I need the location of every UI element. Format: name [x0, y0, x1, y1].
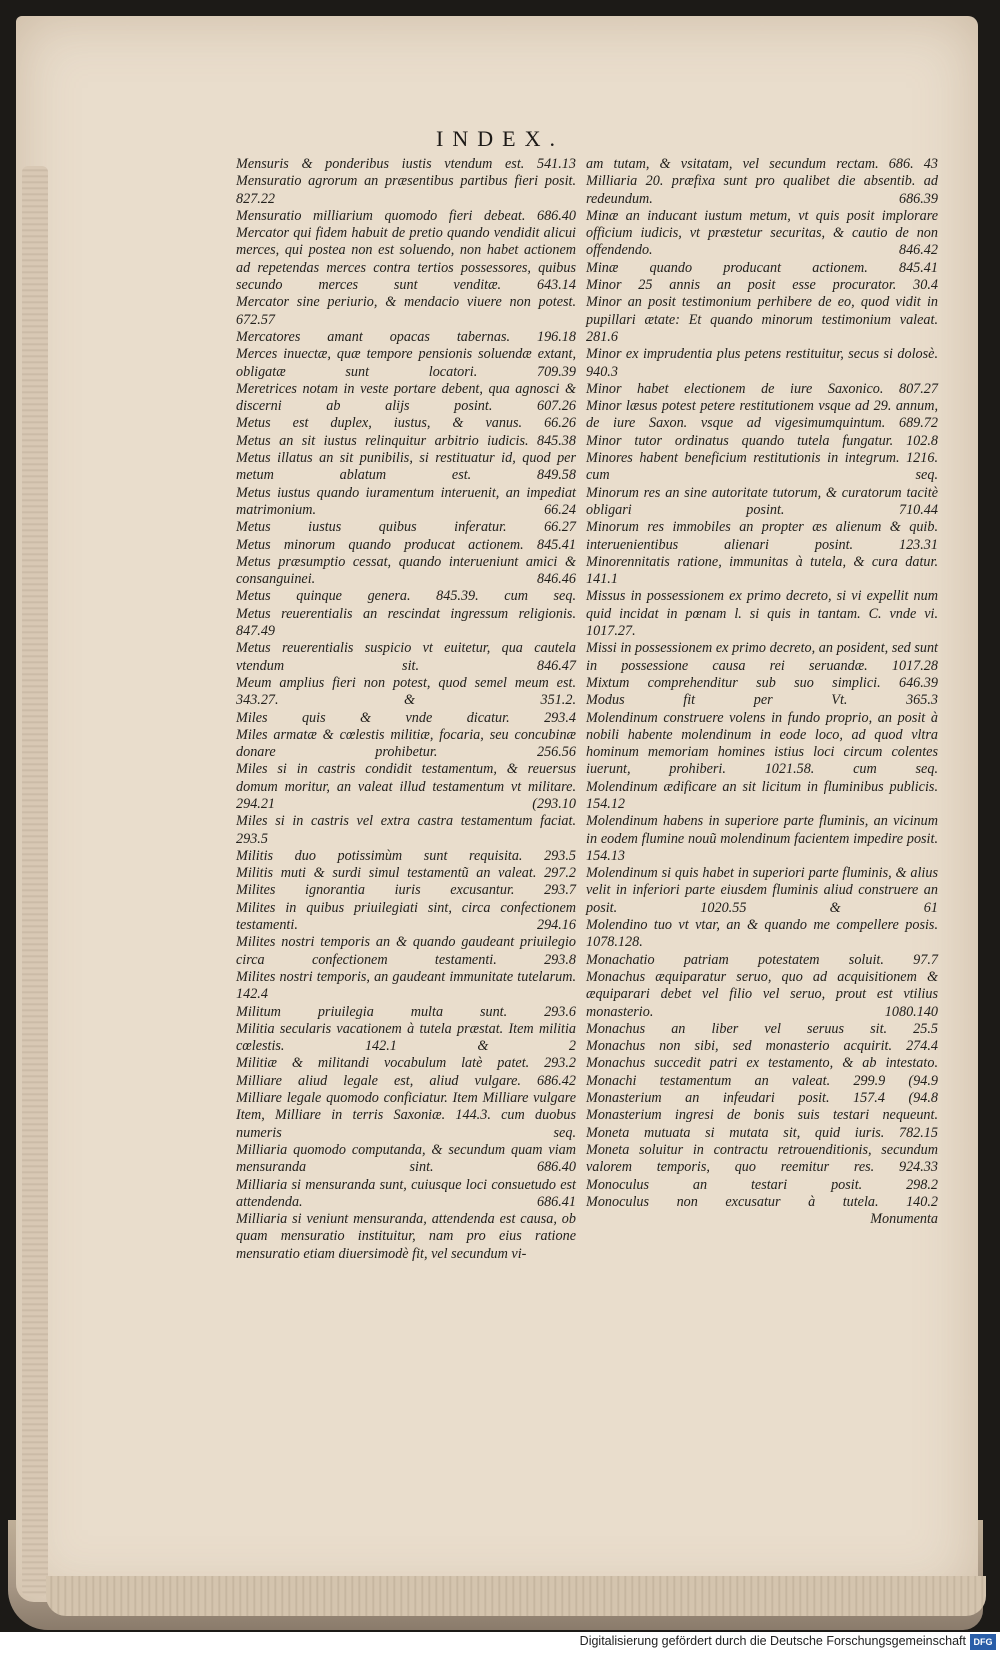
index-entry: Minores habent beneficium restitutionis in integrum. 1216. cum seq.: [586, 450, 938, 484]
index-entry: Molendinum si quis habet in superiori parte fluminis, & alius velit in inferiori parte eiusdem fluminis aliud construere an posit. 1020.55 & 61: [586, 865, 938, 916]
index-entry: Mensuris & ponderibus iustis vtendum est. 541.13: [236, 156, 576, 172]
index-entry: Meretrices notam in veste portare debent, qua agnosci & discerni ab alijs posint. 607.26: [236, 380, 576, 415]
index-entry: Metus iustus quando iuramentum interuenit, an impediat matrimonium. 66.24: [236, 484, 576, 518]
index-entry: Militiæ & militandi vocabulum latè patet. 293.2: [236, 1055, 576, 1072]
index-entry: Monachus an liber vel seruus sit. 25.5: [586, 1020, 938, 1037]
funding-notice: Digitalisierung gefördert durch die Deutsche Forschungsgemeinschaft: [579, 1634, 966, 1648]
catchword: Monumenta: [870, 1211, 938, 1228]
index-entry: am tutam, & vsitatam, vel secundum rectam. 686. 43: [586, 156, 938, 172]
index-entry: Monachus non sibi, sed monasterio acquirit. 274.4: [586, 1038, 938, 1055]
index-entry: Mercatores amant opacas tabernas. 196.18: [236, 328, 576, 345]
index-entry: Milliaria quomodo computanda, & secundum quam viam mensuranda sint. 686.40: [236, 1141, 576, 1176]
index-entry: Missus in possessionem ex primo decreto, si vi expellit num quid incidat in pœnam l. si quis in tantam. C. vnde vi. 1017.27.: [586, 588, 938, 640]
index-entry: Monachi testamentum an valeat. 299.9 (94.9: [586, 1072, 938, 1089]
index-entry: Monachus succedit patri ex testamento, & ab intestato.: [586, 1055, 938, 1072]
index-entry: Monasterium ingresi de bonis suis testari nequeunt.: [586, 1107, 938, 1124]
index-entry: Milliare legale quomodo conficiatur. Item Milliare vulgare Item, Milliare in terris Saxoniæ. 144.3. cum duobus numeris seq.: [236, 1090, 576, 1141]
index-entry: Monoculus an testari posit. 298.2: [586, 1176, 938, 1193]
index-entry: Miles si in castris condidit testamentum, & reuersus domum moritur, an valeat illud testamentum vt militare. 294.21 (293.10: [236, 761, 576, 812]
footer-bar: [0, 1632, 1000, 1654]
index-entry: Minor læsus potest petere restitutionem vsque ad 29. annum, de iure Saxon. vsque ad vigesimumquintum. 689.72: [586, 398, 938, 432]
index-entry: Minor habet electionem de iure Saxonico. 807.27: [586, 380, 938, 397]
index-entry: Mensuratio agrorum an præsentibus partibus fieri posit. 827.22: [236, 173, 576, 207]
index-entry: Metus minorum quando producat actionem. 845.41: [236, 536, 576, 553]
index-entry: Molendinum construere volens in fundo proprio, an posit à nobili habente molendinum in eode loco, ad quod vltra hominum memoriam homines istius loci circum colentes iuerunt, prohiberi. 1021.58. cum seq.: [586, 709, 938, 778]
page-edge-bottom: [46, 1576, 986, 1616]
index-entry: Monachatio patriam potestatem soluit. 97.7: [586, 951, 938, 968]
index-entry: Monachus æquiparatur seruo, quo ad acquisitionem & æquiparari debet vel filio vel seruo, prout est vtilius monasterio. 1080.140: [586, 968, 938, 1020]
index-entry: Metus reuerentialis an rescindat ingressum religionis. 847.49: [236, 605, 576, 640]
page-title: INDEX.: [436, 126, 564, 151]
index-entry: Metus quinque genera. 845.39. cum seq.: [236, 588, 576, 605]
index-entry: Milliaria si mensuranda sunt, cuiusque loci consuetudo est attendenda. 686.41: [236, 1176, 576, 1210]
index-entry: Metus præsumptio cessat, quando interueniunt amici & consanguinei. 846.46: [236, 553, 576, 588]
index-entry: Mercator sine periurio, & mendacio viuere non potest. 672.57: [236, 294, 576, 328]
index-entry: Mixtum comprehenditur sub suo simplici. 646.39: [586, 674, 938, 691]
index-entry: Miles si in castris vel extra castra testamentum faciat. 293.5: [236, 813, 576, 847]
index-entry: Modus fit per Vt. 365.3: [586, 692, 938, 709]
index-entry: Milites nostri temporis an & quando gaudeant priuilegio circa confectionem testamenti. 293.8: [236, 934, 576, 968]
index-entry: Militum priuilegia multa sunt. 293.6: [236, 1003, 576, 1020]
index-entry: Militia secularis vacationem à tutela præstat. Item militia cœlestis. 142.1 & 2: [236, 1020, 576, 1055]
index-column-left: [236, 156, 576, 1263]
index-entry: Militis duo potissimùm sunt requisita. 293.5: [236, 847, 576, 864]
index-entry: Mercator qui fidem habuit de pretio quando vendidit alicui merces, qui postea non est soluendo, non habet actionem ad repetendas merces contra tertios possessores, quibus secundo merces sunt venditæ. 643.14: [236, 225, 576, 294]
index-entry: Molendino tuo vt vtar, an & quando me compellere posis. 1078.128.: [586, 917, 938, 951]
index-entry: Meum amplius fieri non potest, quod semel meum est. 343.27. & 351.2.: [236, 674, 576, 709]
index-entry: Milites ignorantia iuris excusantur. 293.7: [236, 882, 576, 899]
index-entry: Milliare aliud legale est, aliud vulgare. 686.42: [236, 1072, 576, 1089]
page-edge-left: [22, 166, 48, 1596]
index-entry: Minæ quando producant actionem. 845.41: [586, 259, 938, 276]
index-entry: Mensuratio milliarium quomodo fieri debeat. 686.40: [236, 207, 576, 224]
index-entry: Milliaria 20. præfixa sunt pro qualibet die absentib. ad redeundum. 686.39: [586, 173, 938, 207]
index-entry: Minæ an inducant iustum metum, vt quis posit implorare officium iudicis, vt præstetur securitas, & cautio de non offendendo. 846.42: [586, 207, 938, 259]
index-entry: Minor ex imprudentia plus petens restituitur, secus si dolosè. 940.3: [586, 346, 938, 380]
index-entry: Milliaria si veniunt mensuranda, attendenda est causa, ob quam mensuratio instituitur, nam pro eius ratione mensuratio etiam diuersimodè fit, vel secundum vi-: [236, 1211, 576, 1262]
index-entry: Milites nostri temporis, an gaudeant immunitate tutelarum. 142.4: [236, 968, 576, 1003]
index-entry: Monasterium an infeudari posit. 157.4 (94.8: [586, 1090, 938, 1107]
index-entry: Molendinum ædificare an sit licitum in fluminibus publicis. 154.12: [586, 778, 938, 812]
index-entry: Minorum res immobiles an propter æs alienum & quib. interuenientibus alienari posint. 123.31: [586, 519, 938, 553]
index-entry: Militis muti & surdi simul testamentũ an valeat. 297.2: [236, 865, 576, 882]
index-entry: Merces inuectæ, quæ tempore pensionis soluendæ extant, obligatæ sunt locatori. 709.39: [236, 346, 576, 380]
index-column-right: [586, 156, 938, 1228]
index-entry: Metus est duplex, iustus, & vanus. 66.26: [236, 415, 576, 432]
index-entry: Metus illatus an sit punibilis, si restituatur id, quod per metum ablatum est. 849.58: [236, 450, 576, 484]
index-entry: Minor an posit testimonium perhibere de eo, quod vidit in pupillari ætate: Et quando minorum testimonium valeat. 281.6: [586, 294, 938, 345]
index-entry: Minorennitatis ratione, immunitas à tutela, & cura datur. 141.1: [586, 553, 938, 588]
index-entry: Minorum res an sine autoritate tutorum, & curatorum tacitè obligari posint. 710.44: [586, 484, 938, 518]
index-entry: Molendinum habens in superiore parte fluminis, an vicinum in eodem flumine nouũ molendinum facientem impedire posit. 154.13: [586, 813, 938, 864]
index-entry: Milites in quibus priuilegiati sint, circa confectionem testamenti. 294.16: [236, 899, 576, 934]
index-entry: Moneta mutuata si mutata sit, quid iuris. 782.15: [586, 1124, 938, 1141]
index-entry: Metus an sit iustus relinquitur arbitrio iudicis. 845.38: [236, 432, 576, 449]
index-entry: Metus reuerentialis suspicio vt euitetur, qua cautela vtendum sit. 846.47: [236, 640, 576, 674]
index-entry: Monoculus non excusatur à tutela. 140.2: [586, 1193, 938, 1210]
index-entry: Miles armatæ & cœlestis militiæ, focaria, seu concubinæ donare prohibetur. 256.56: [236, 726, 576, 761]
index-entry: Moneta soluitur in contractu retrouenditionis, secundum valorem temporis, quo reemitur res. 924.33: [586, 1141, 938, 1176]
index-entry: Miles quis & vnde dicatur. 293.4: [236, 709, 576, 726]
index-entry: Missi in possessionem ex primo decreto, an posident, sed sunt in possessione causa rei seruandæ. 1017.28: [586, 640, 938, 674]
index-entry: Minor tutor ordinatus quando tutela fungatur. 102.8: [586, 432, 938, 449]
index-entry: Metus iustus quibus inferatur. 66.27: [236, 519, 576, 536]
dfg-logo-icon: DFG: [970, 1634, 996, 1650]
index-entry: Minor 25 annis an posit esse procurator. 30.4: [586, 277, 938, 294]
